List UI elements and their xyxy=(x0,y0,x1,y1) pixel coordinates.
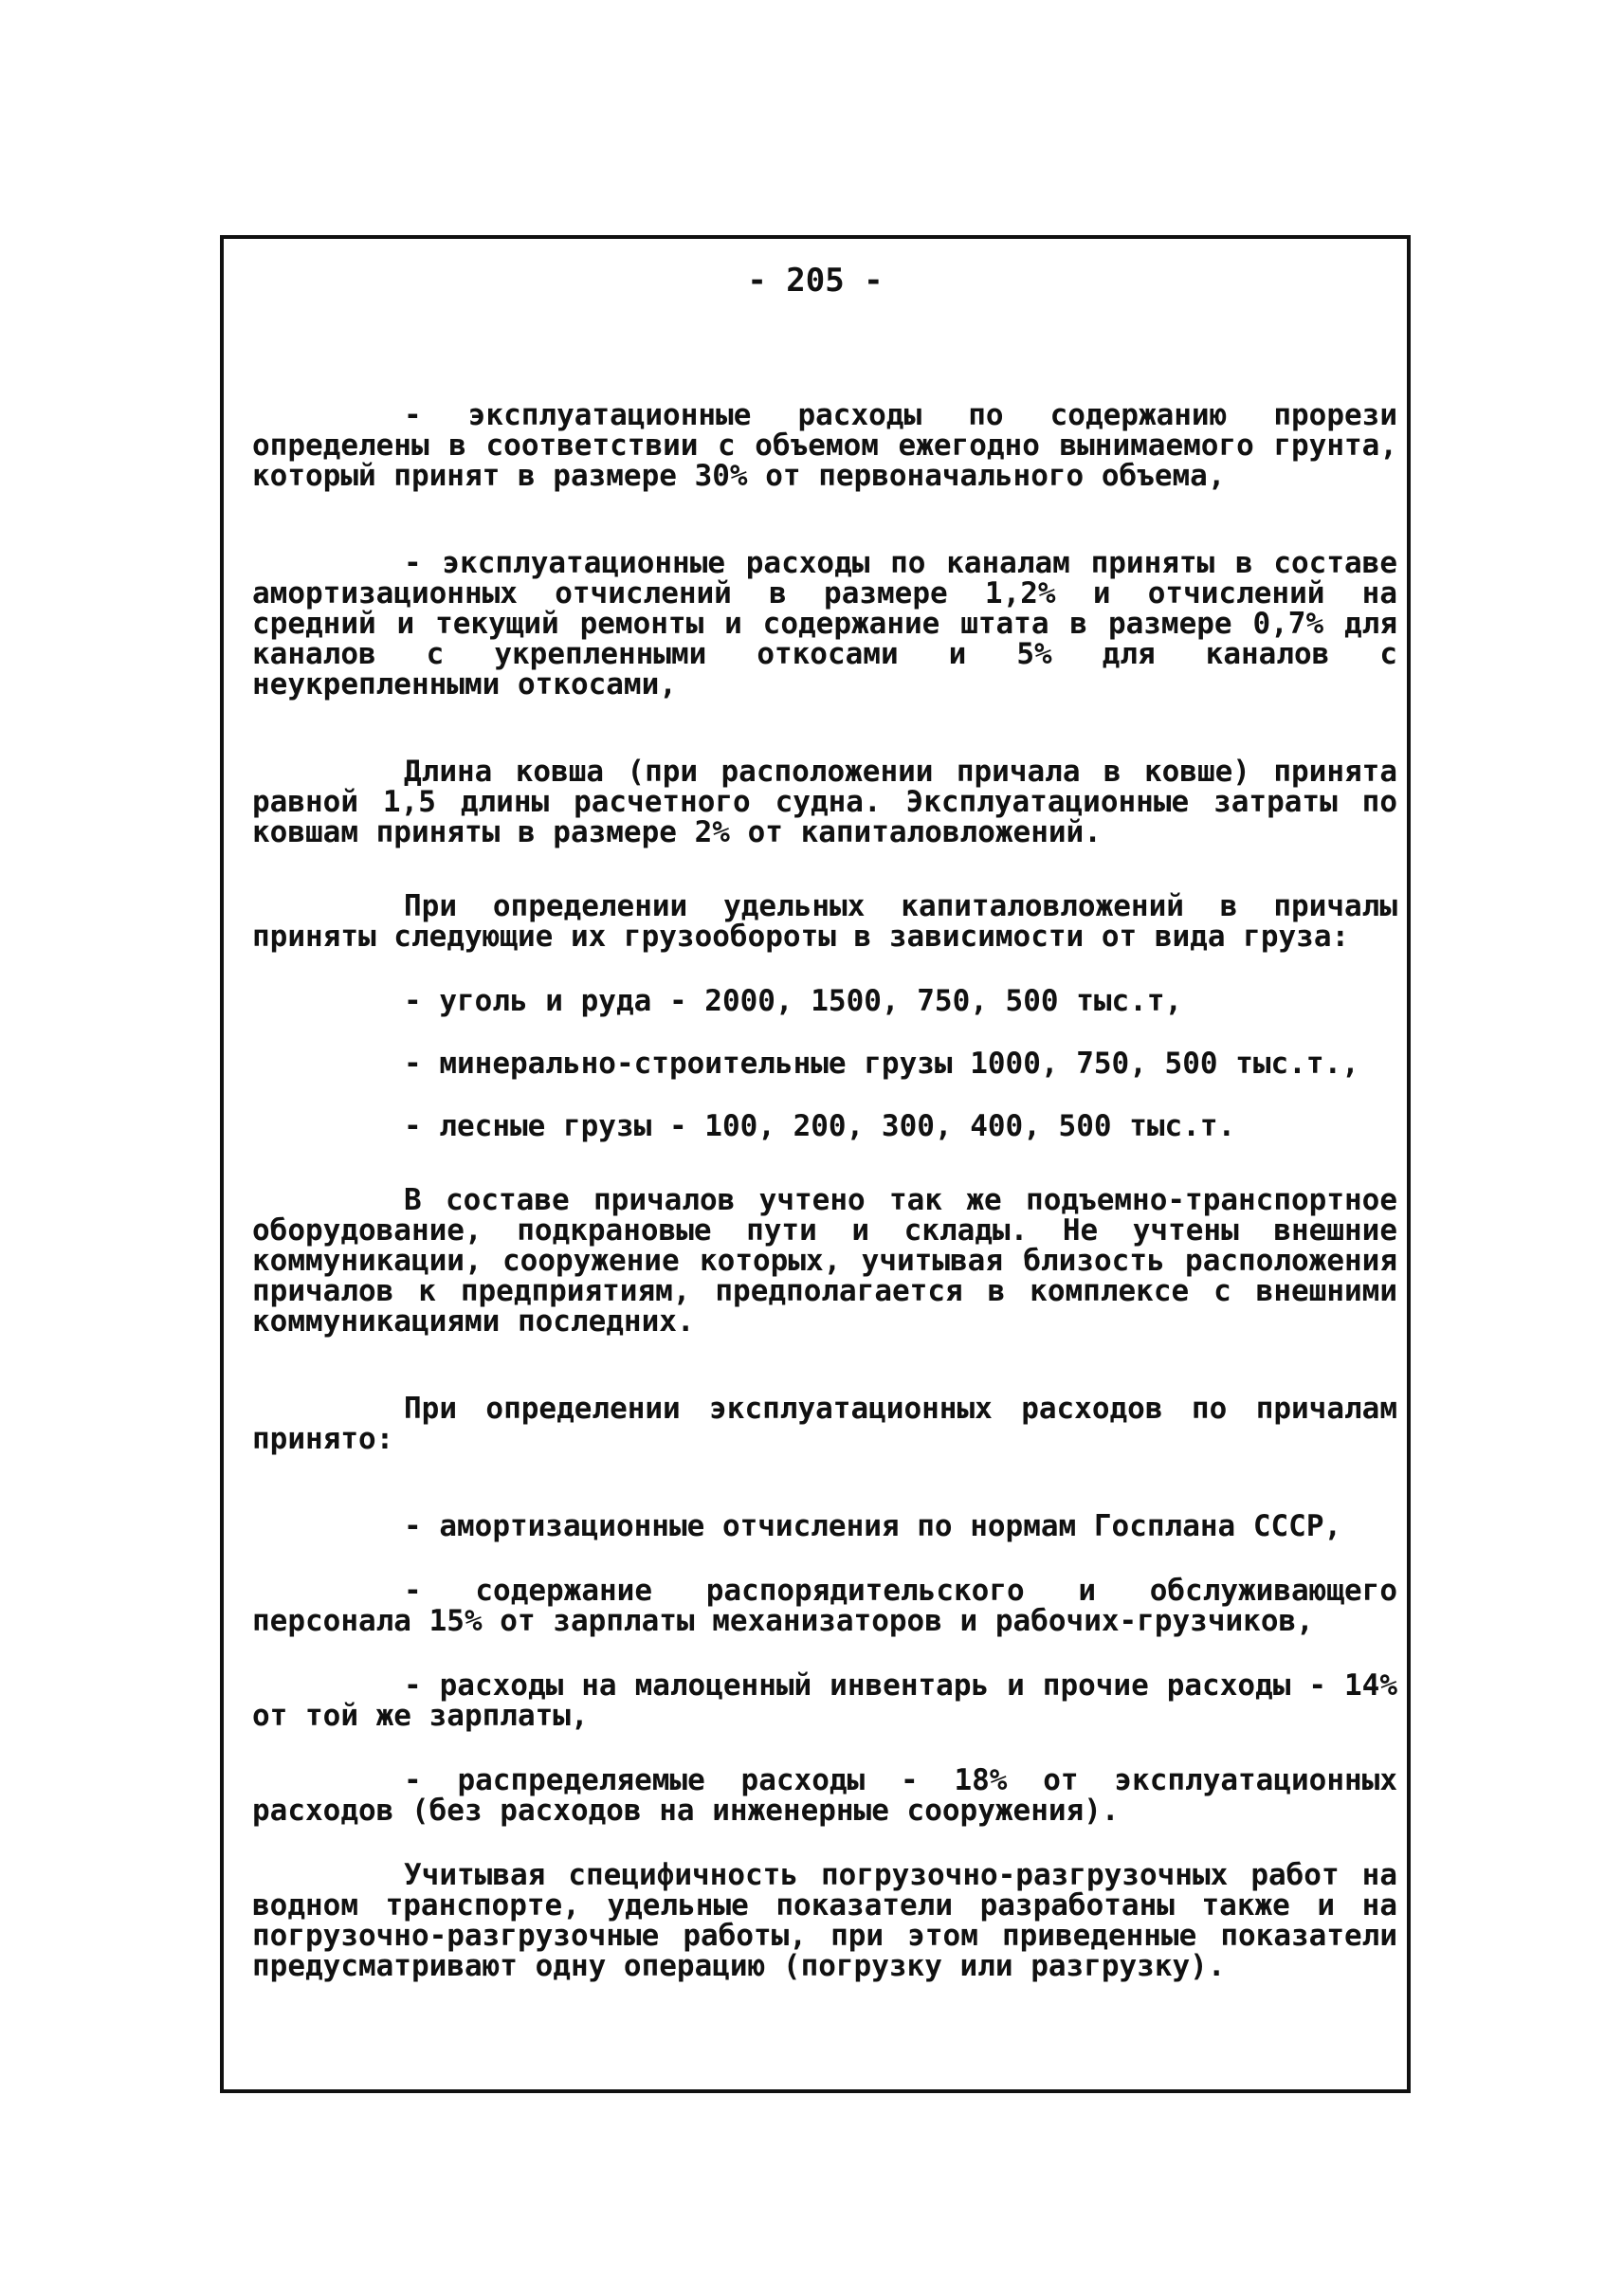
page-number: - 205 - xyxy=(747,262,884,300)
paragraph-dredge-costs: - эксплуатационные расходы по содержанию прорези определены в соответствии с объемом ежегодно вынимаемого грунта, который принят в размере 30% от первоначального объема, xyxy=(252,398,1397,493)
list-item: - минерально-строительные грузы 1000, 750, 500 тыс.т., xyxy=(404,1047,1359,1081)
list-item: - уголь и руда - 2000, 1500, 750, 500 тыс.т, xyxy=(404,984,1183,1018)
paragraph-canal-costs: - эксплуатационные расходы по каналам приняты в составе амортизационных отчислений в размере 1,2% и отчислений на средний и текущий ремонты и содержание штата в размере 0,7% для каналов с укрепленными откосами и 5% для каналов с неукрепленными откосами, xyxy=(252,546,1397,702)
list-item: - содержание распорядительского и обслуживающего персонала 15% от зарплаты механизаторов и рабочих-грузчиков, xyxy=(252,1574,1397,1638)
list-item: - расходы на малоценный инвентарь и прочие расходы - 14% от той же зарплаты, xyxy=(252,1668,1397,1733)
paragraph-cargo-turnover: При определении удельных капиталовложений в причалы приняты следующие их грузообороты в зависимости от вида груза: xyxy=(252,889,1397,954)
page-frame xyxy=(220,235,1411,2093)
paragraph-loading-operations: Учитывая специфичность погрузочно-разгрузочных работ на водном транспорте, удельные показатели разработаны также и на погрузочно-разгрузочные работы, при этом приведенные показатели предусматривают одну операцию (погрузку или разгрузку). xyxy=(252,1858,1397,1983)
paragraph-basin-length: Длина ковша (при расположении причала в ковше) принята равной 1,5 длины расчетного судна. Эксплуатационные затраты по ковшам приняты в размере 2% от капиталовложений. xyxy=(252,755,1397,849)
document-body xyxy=(252,400,1397,1981)
cost-items-list xyxy=(252,1511,1397,1826)
list-item: - лесные грузы - 100, 200, 300, 400, 500 тыс.т. xyxy=(404,1109,1236,1143)
list-item: - распределяемые расходы - 18% от эксплуатационных расходов (без расходов на инженерные сооружения). xyxy=(252,1763,1397,1828)
cargo-list xyxy=(252,986,1397,1141)
paragraph-berth-composition: В составе причалов учтено так же подъемно-транспортное оборудование, подкрановые пути и склады. Не учтены внешние коммуникации, сооружение которых, учитывая близость расположения причалов к предприятиям, предполагается в комплексе с внешними коммуникациями последних. xyxy=(252,1183,1397,1339)
paragraph-costs-intro: При определении эксплуатационных расходов по причалам принято: xyxy=(252,1392,1397,1456)
list-item: - амортизационные отчисления по нормам Госплана СССР, xyxy=(404,1509,1342,1543)
